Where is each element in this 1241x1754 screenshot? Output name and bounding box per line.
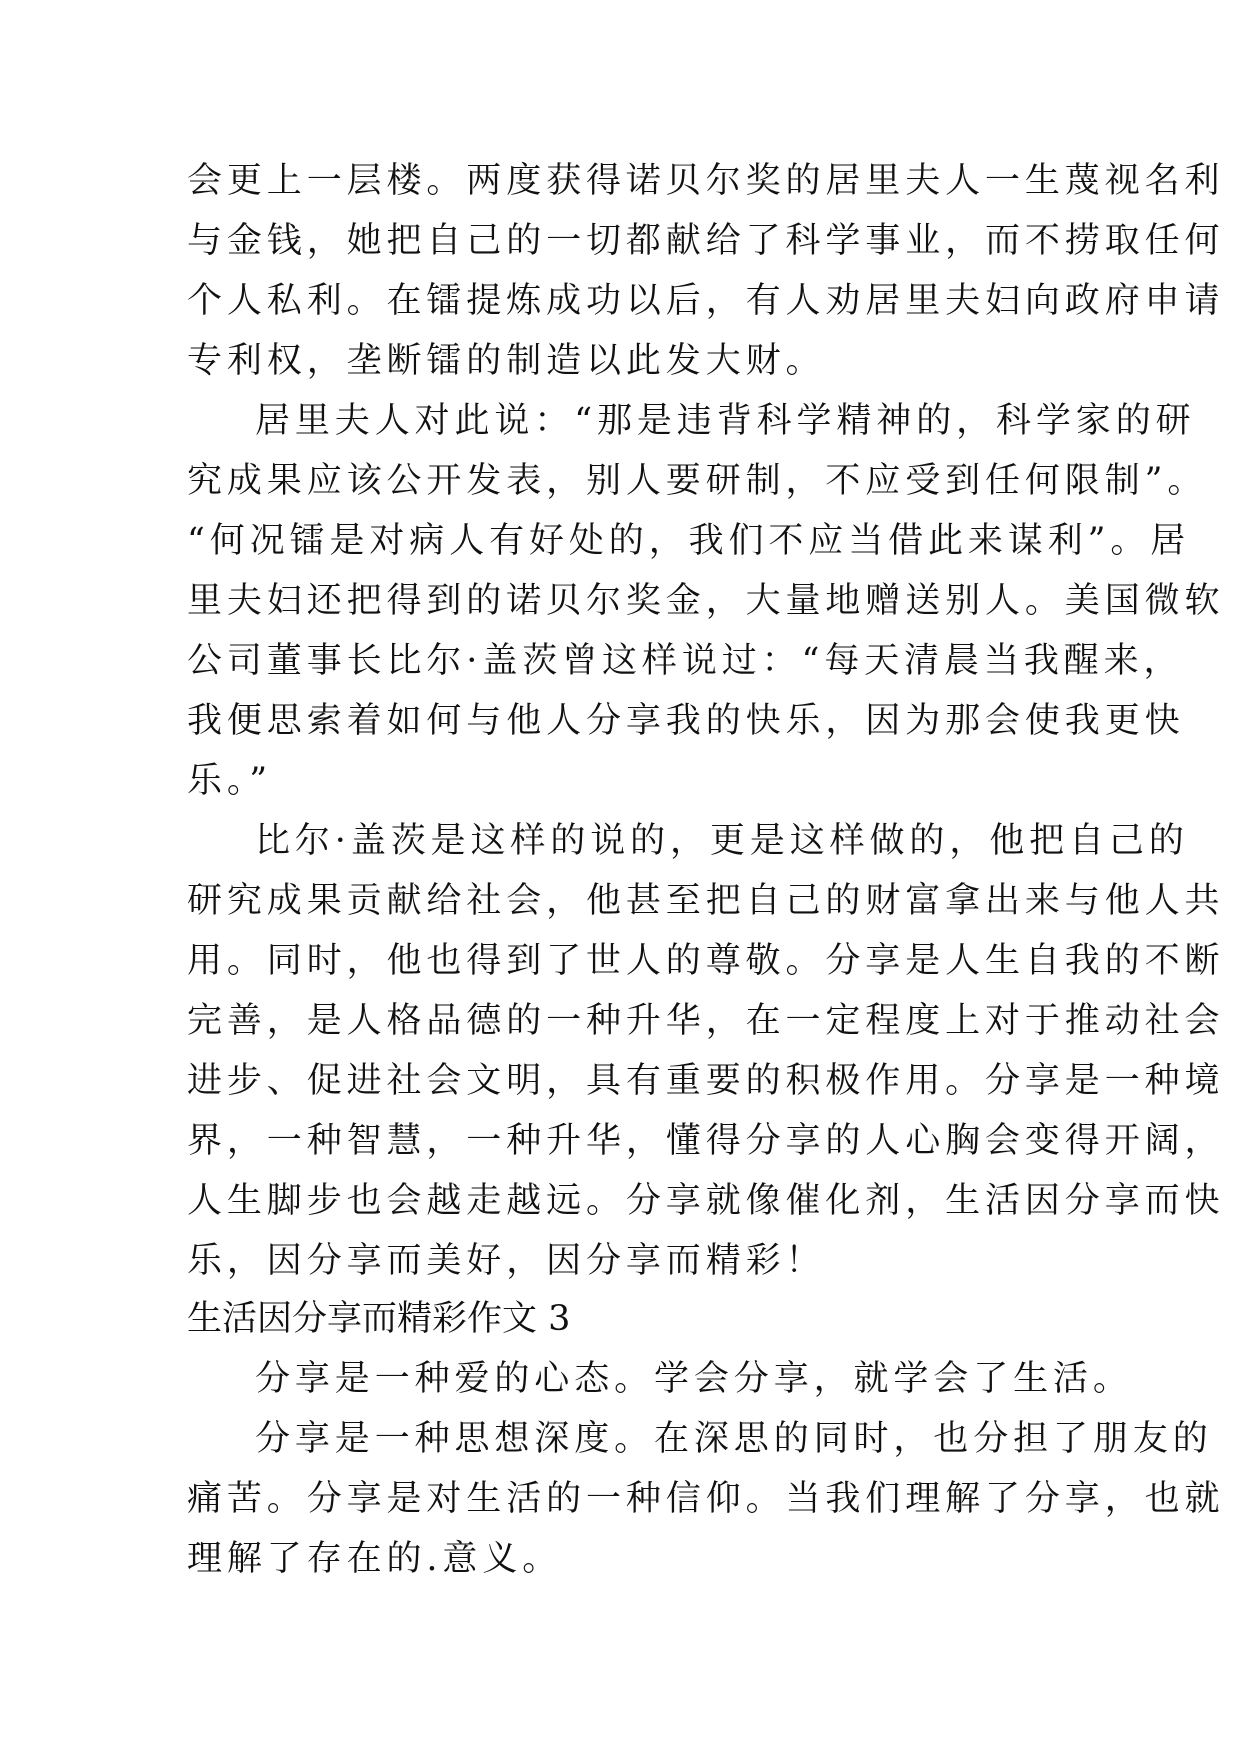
text-line: 与金钱，她把自己的一切都献给了科学事业，而不捞取任何 [187, 221, 1225, 261]
text-line: 专利权，垄断镭的制造以此发大财。 [187, 341, 826, 381]
text-line: 界，一种智慧，一种升华，懂得分享的人心胸会变得开阔， [187, 1121, 1225, 1161]
text-line: 究成果应该公开发表，别人要研制，不应受到任何限制”。 [187, 461, 1208, 501]
text-line: 进步、促进社会文明，具有重要的积极作用。分享是一种境 [187, 1061, 1225, 1101]
text-line: 会更上一层楼。两度获得诺贝尔奖的居里夫人一生蔑视名利 [187, 161, 1225, 201]
text-line: 完善，是人格品德的一种升华，在一定程度上对于推动社会 [187, 1001, 1225, 1041]
text-line: 用。同时，他也得到了世人的尊敬。分享是人生自我的不断 [187, 941, 1225, 981]
text-line: 公司董事长比尔·盖茨曾这样说过：“每天清晨当我醒来， [187, 641, 1184, 681]
paragraph-start-line: 比尔·盖茨是这样的说的，更是这样做的，他把自己的 [255, 821, 1189, 861]
paragraph-start-line: 居里夫人对此说：“那是违背科学精神的，科学家的研 [255, 401, 1196, 441]
section-heading: 生活因分享而精彩作文 3 [187, 1299, 571, 1339]
text-line: 我便思索着如何与他人分享我的快乐，因为那会使我更快 [187, 701, 1185, 741]
text-line: 人生脚步也会越走越远。分享就像催化剂，生活因分享而快 [187, 1181, 1225, 1221]
text-line: “何况镭是对病人有好处的，我们不应当借此来谋利”。居 [187, 521, 1191, 561]
paragraph-start-line: 分享是一种思想深度。在深思的同时，也分担了朋友的 [255, 1419, 1213, 1459]
text-line: 个人私利。在镭提炼成功以后，有人劝居里夫妇向政府申请 [187, 281, 1225, 321]
text-line: 理解了存在的.意义。 [187, 1539, 563, 1579]
text-line: 乐。” [187, 761, 273, 801]
text-line: 里夫妇还把得到的诺贝尔奖金，大量地赠送别人。美国微软 [187, 581, 1225, 621]
text-line: 痛苦。分享是对生活的一种信仰。当我们理解了分享，也就 [187, 1479, 1225, 1519]
paragraph-start-line: 分享是一种爱的心态。学会分享，就学会了生活。 [255, 1359, 1133, 1399]
text-line: 乐，因分享而美好，因分享而精彩！ [187, 1241, 826, 1281]
text-line: 研究成果贡献给社会，他甚至把自己的财富拿出来与他人共 [187, 881, 1225, 921]
